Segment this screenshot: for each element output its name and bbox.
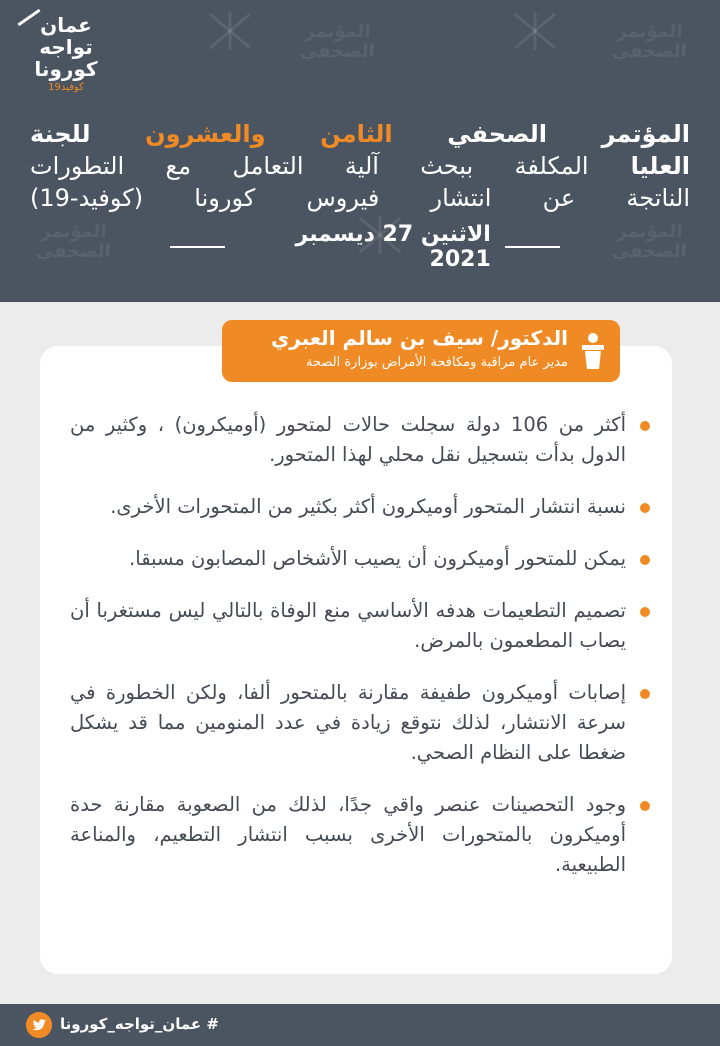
bullet-dot-icon	[640, 689, 650, 699]
header-banner	[0, 0, 720, 302]
watermark: المؤتمر الصحفي	[612, 221, 687, 262]
emblem-icon	[505, 6, 565, 56]
list-item: تصميم التطعيمات هدفه الأساسي منع الوفاة بالتالي ليس مستغربا أن يصاب المطعمون بالمرض.	[70, 596, 652, 656]
list-item: أكثر من 106 دولة سجلت حالات لمتحور (أوميكرون) ، وكثير من الدول بدأت بتسجيل نقل محلي لهذا المتحور.	[70, 410, 652, 470]
footer-bar	[0, 1004, 720, 1046]
list-item: إصابات أوميكرون طفيفة مقارنة بالمتحور ألفا، ولكن الخطورة في سرعة الانتشار، لذلك نتوقع زيادة في عدد المنومين مما قد يشكل ضغطا على النظام الصحي.	[70, 678, 652, 768]
hashtag-link[interactable]: # عمان_تواجه_كورونا	[60, 1015, 219, 1033]
twitter-icon[interactable]	[26, 1012, 52, 1038]
key-points-list	[70, 410, 652, 902]
speaker-name: الدكتور/ سيف بن سالم العبري	[270, 326, 568, 350]
watermark: المؤتمر الصحفي	[300, 21, 375, 62]
speaker-banner	[222, 320, 620, 382]
page-title: المؤتمر الصحفي الثامن والعشرون للجنة العليا المكلفة ببحث آلية التعامل مع التطورات الناتجة عن انتشار فيروس كورونا (كوفيد-19)	[30, 120, 690, 212]
watermark: المؤتمر الصحفي	[612, 21, 687, 62]
list-item: يمكن للمتحور أوميكرون أن يصيب الأشخاص المصابون مسبقا.	[70, 544, 652, 574]
emblem-icon	[200, 6, 260, 56]
speaker-role: مدير عام مراقبة ومكافحة الأمراض بوزارة الصحة	[306, 355, 568, 370]
conference-date: الاثنين 27 ديسمبر 2021	[170, 230, 560, 264]
divider	[170, 246, 225, 248]
bullet-dot-icon	[640, 555, 650, 565]
bullet-dot-icon	[640, 421, 650, 431]
list-item: نسبة انتشار المتحور أوميكرون أكثر بكثير من المتحورات الأخرى.	[70, 492, 652, 522]
list-item: وجود التحصينات عنصر واقي جدًا، لذلك من الصعوبة مقارنة حدة أوميكرون بالمتحورات الأخرى بسبب انتشار التطعيم، والمناعة الطبيعية.	[70, 790, 652, 880]
watermark: المؤتمر الصحفي	[36, 221, 111, 262]
bullet-dot-icon	[640, 801, 650, 811]
bullet-dot-icon	[640, 503, 650, 513]
bullet-dot-icon	[640, 607, 650, 617]
campaign-logo: عمان تواجه كورونا كوفيد19	[34, 13, 98, 93]
divider	[505, 246, 560, 248]
podium-icon	[580, 332, 606, 370]
